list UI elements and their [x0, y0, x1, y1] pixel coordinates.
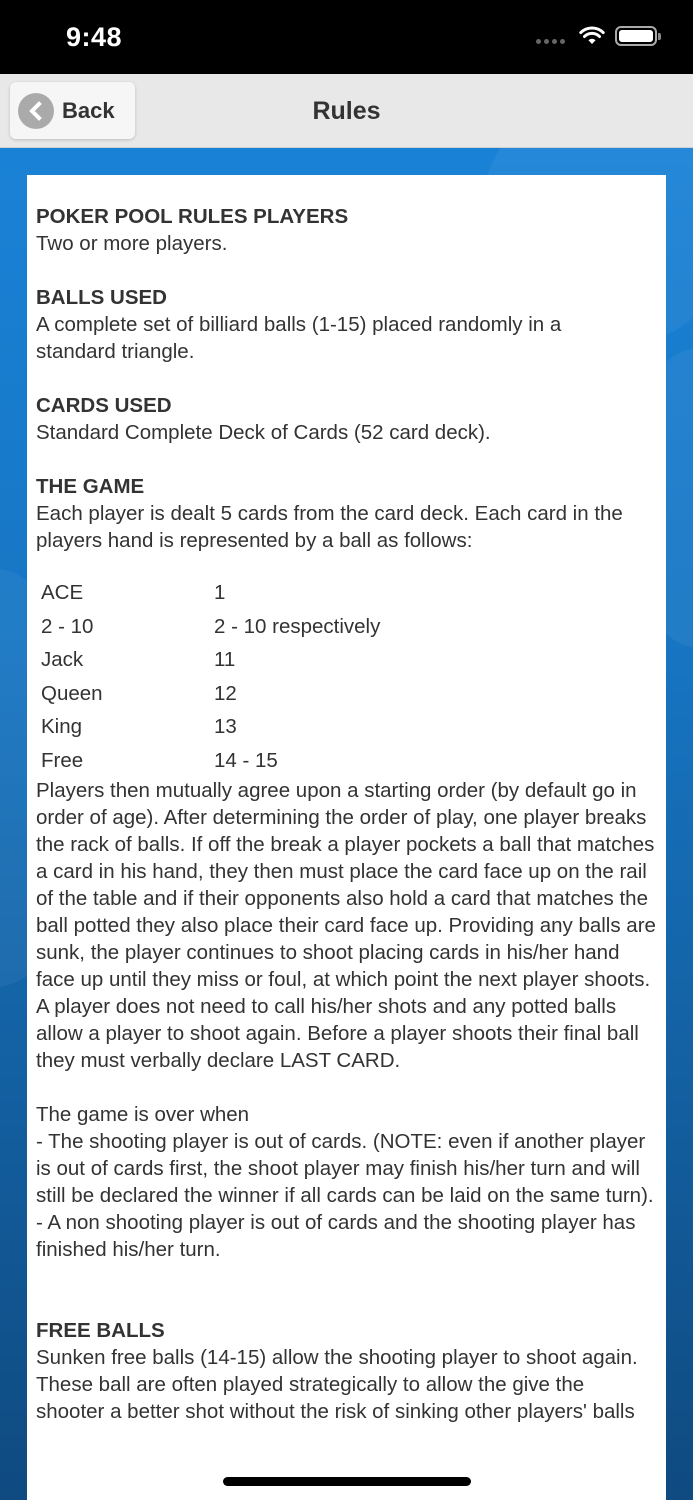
navigation-bar — [0, 74, 693, 148]
table-row — [41, 610, 380, 644]
status-time: 9:48 — [66, 22, 123, 52]
section-game-over — [36, 1101, 657, 1263]
table-row — [41, 643, 380, 677]
ball-cell: 12 — [214, 681, 237, 705]
status-icons — [536, 26, 657, 46]
card-ball-mapping-table — [41, 576, 380, 777]
section-free-balls — [36, 1317, 657, 1425]
table-row — [41, 744, 380, 778]
ball-cell: 2 - 10 respectively — [214, 614, 381, 638]
section-balls-used — [36, 284, 657, 365]
section-heading: THE GAME — [36, 475, 145, 498]
section-heading: BALLS USED — [36, 286, 167, 309]
table-row — [41, 576, 380, 610]
ball-cell: 13 — [214, 715, 237, 739]
page-title: Rules — [312, 97, 381, 125]
section-players — [36, 203, 657, 257]
section-the-game — [36, 473, 657, 1074]
card-cell: Queen — [41, 681, 103, 705]
home-indicator[interactable] — [223, 1477, 471, 1486]
card-cell: Free — [41, 748, 84, 772]
section-body: Two or more players. — [36, 232, 228, 255]
section-body: Each player is dealt 5 cards from the card deck. Each card in the players hand is represented by a ball as follows: — [36, 502, 623, 552]
section-cards-used — [36, 392, 657, 446]
wifi-icon — [579, 26, 605, 46]
card-cell: 2 - 10 — [41, 614, 94, 638]
table-row — [41, 710, 380, 744]
card-cell: King — [41, 715, 83, 739]
game-play-description: Players then mutually agree upon a starting order (by default go in order of age). After determining the order of play, one player breaks the rack of balls. If off the break a player pockets a ball that matches a card in his hand, they then must place the card face up on the rail of the table and if their opponents also hold a card that matches the ball potted they also place their card face up. Providing any balls are sunk, the player continues to shoot placing cards in his/her hand face up until they miss or foul, at which point the next player shoots. A player does not need to call his/her shots and any potted balls allow a player to shoot again. Before a player shoots their final ball they must verbally declare LAST CARD. — [36, 779, 656, 1072]
section-body: A complete set of billiard balls (1-15) placed randomly in a standard triangle. — [36, 313, 562, 363]
section-body: Sunken free balls (14-15) allow the shooting player to shoot again. These ball are often played strategically to allow the give the shooter a better shot without the risk of sinking other players' balls — [36, 1346, 638, 1423]
section-heading: FREE BALLS — [36, 1319, 165, 1342]
game-over-condition: - A non shooting player is out of cards and the shooting player has finished his/her turn. — [36, 1211, 636, 1261]
section-heading: POKER POOL RULES PLAYERS — [36, 205, 349, 228]
game-over-intro: The game is over when — [36, 1103, 250, 1126]
cellular-signal-icon — [536, 39, 565, 44]
ball-cell: 1 — [214, 581, 226, 605]
ball-cell: 14 - 15 — [214, 748, 278, 772]
section-body: Standard Complete Deck of Cards (52 card deck). — [36, 421, 491, 444]
card-cell: ACE — [41, 581, 84, 605]
table-row — [41, 677, 380, 711]
back-button[interactable] — [10, 82, 135, 139]
chevron-left-icon — [18, 93, 54, 129]
content-area[interactable] — [0, 148, 693, 1500]
battery-icon — [615, 26, 657, 46]
rules-card — [27, 175, 666, 1500]
card-cell: Jack — [41, 648, 84, 672]
game-over-condition: - The shooting player is out of cards. (NOTE: even if another player is out of cards first, the shoot player may finish his/her turn and will still be declared the winner if all cards can be laid on the same turn). — [36, 1130, 654, 1207]
ball-cell: 11 — [214, 648, 236, 672]
back-label: Back — [62, 97, 115, 123]
section-heading: CARDS USED — [36, 394, 172, 417]
status-bar — [0, 0, 693, 74]
